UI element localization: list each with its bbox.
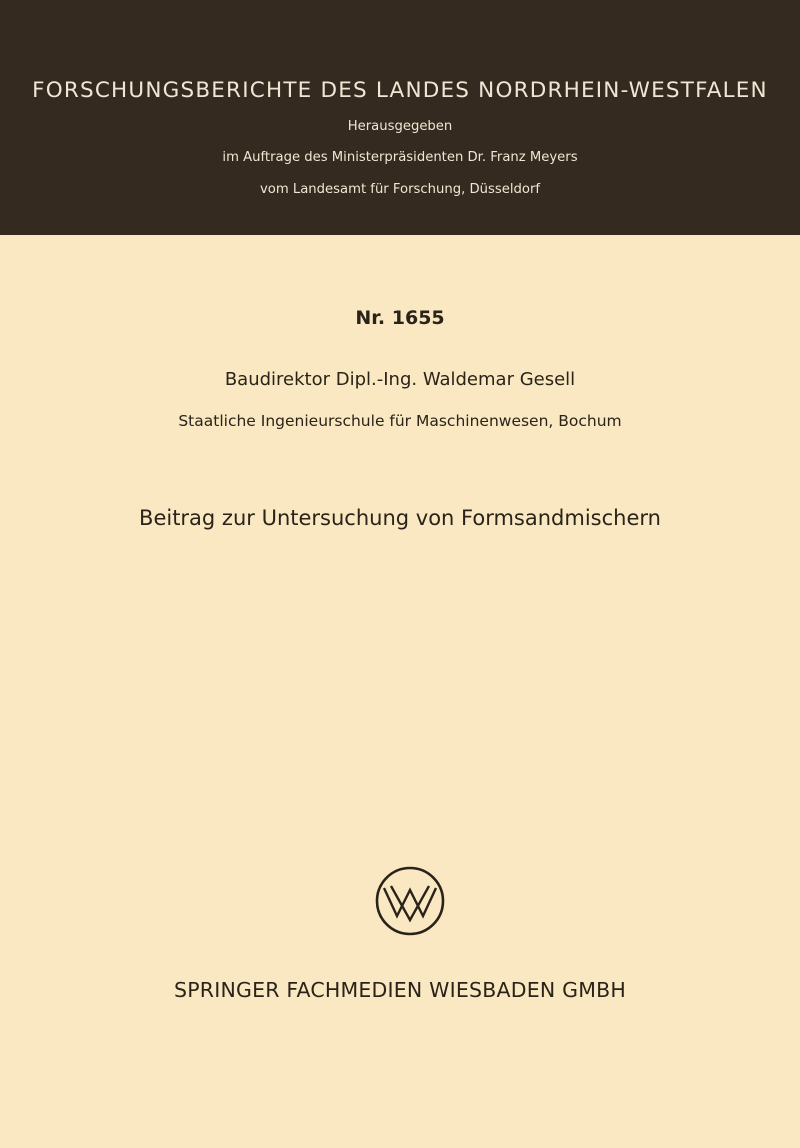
commission-line: im Auftrage des Ministerpräsidenten Dr. Franz Meyers (222, 150, 578, 165)
series-title: FORSCHUNGSBERICHTE DES LANDES NORDRHEIN-WESTFALEN (32, 78, 768, 103)
institution: Staatliche Ingenieurschule für Maschinenwesen, Bochum (178, 412, 622, 430)
publisher-logo-icon (375, 866, 445, 936)
publisher-name: SPRINGER FACHMEDIEN WIESBADEN GMBH (174, 978, 626, 1002)
header-band (0, 0, 800, 235)
office-line: vom Landesamt für Forschung, Düsseldorf (259, 182, 541, 197)
book-title: Beitrag zur Untersuchung von Formsandmischern (139, 506, 661, 530)
report-number: Nr. 1655 (355, 307, 445, 329)
published-by-line: Herausgegeben (347, 119, 453, 134)
author-name: Baudirektor Dipl.-Ing. Waldemar Gesell (224, 369, 576, 390)
